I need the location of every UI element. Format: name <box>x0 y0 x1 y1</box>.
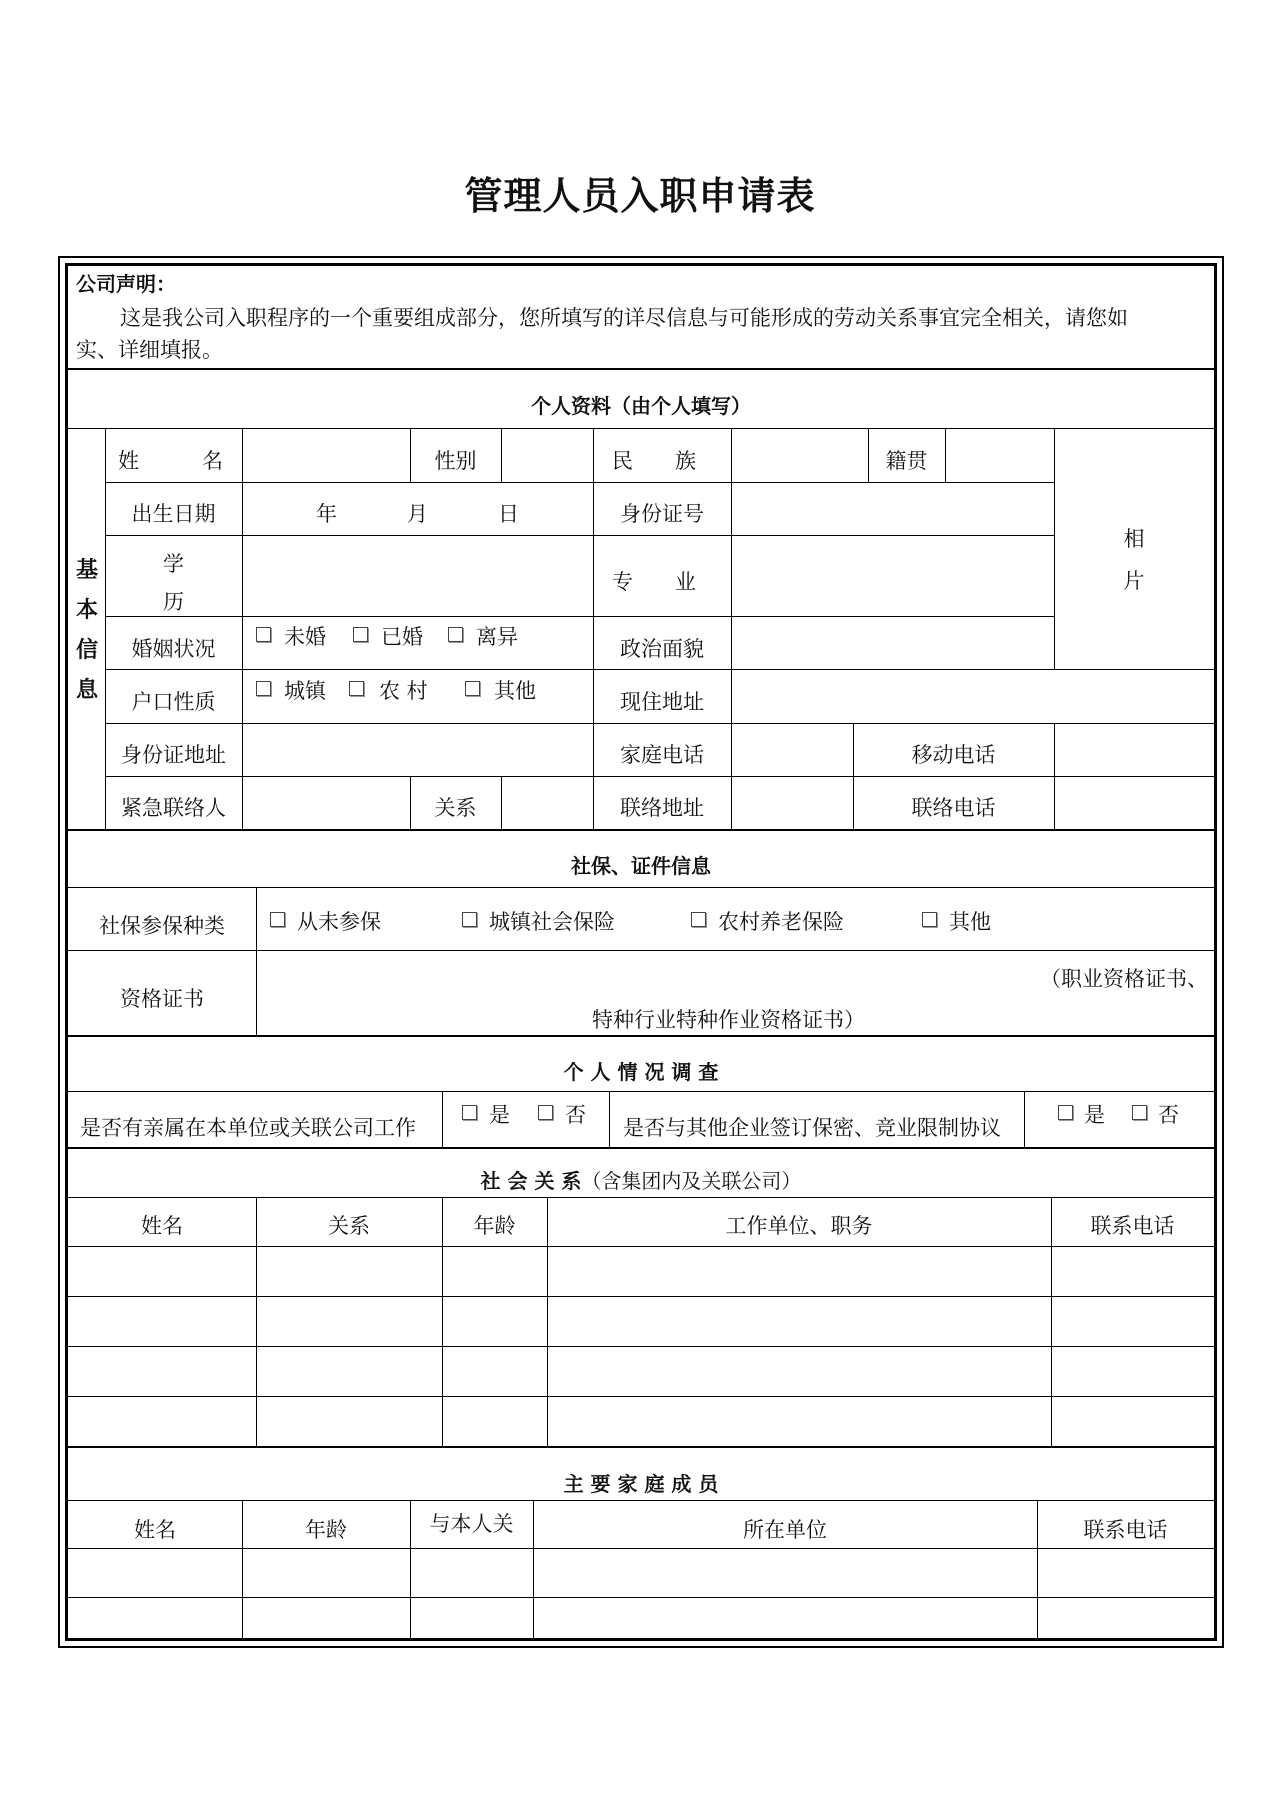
hukou-other-checkbox[interactable] <box>465 681 480 696</box>
relation-label: 关系 <box>434 796 477 820</box>
marital-option-label: 未婚 <box>284 625 326 649</box>
yes-label: 是 <box>489 1103 510 1127</box>
relations-column-header: 工作单位、职务 <box>725 1214 873 1238</box>
basic-info-side-label: 基 本 信 息 <box>75 557 98 703</box>
insurance-option-label: 农村养老保险 <box>718 910 844 934</box>
id-number-label: 身份证号 <box>620 502 704 526</box>
relations-column-header: 联系电话 <box>1090 1214 1175 1238</box>
hukou-rural-checkbox[interactable] <box>349 681 364 696</box>
hukou-option-label: 农 村 <box>379 679 428 703</box>
birth-date-label: 出生日期 <box>131 502 216 526</box>
social-section-header: 社保、证件信息 <box>571 854 711 878</box>
certificate-note-2: 特种行业特种作业资格证书） <box>592 1008 865 1032</box>
hukou-label: 户口性质 <box>131 690 216 714</box>
insurance-other-checkbox[interactable] <box>922 912 937 927</box>
page-title: 管理人员入职申请表 <box>464 173 816 218</box>
family-column-header: 所在单位 <box>743 1518 827 1542</box>
relations-column-header: 关系 <box>328 1214 370 1238</box>
native-place-label: 籍贯 <box>885 449 928 473</box>
insurance-option-label: 从未参保 <box>297 910 381 934</box>
education-label: 学 历 <box>163 552 184 614</box>
insurance-option-label: 城镇社会保险 <box>489 910 615 934</box>
marital-unmarried-checkbox[interactable] <box>256 627 271 642</box>
day-label: 日 <box>498 502 519 526</box>
no-label: 否 <box>565 1103 586 1127</box>
relations-column-header: 姓名 <box>141 1214 183 1238</box>
declaration-label: 公司声明： <box>76 272 176 296</box>
insurance-urban-checkbox[interactable] <box>462 912 477 927</box>
ethnicity-label: 民 族 <box>612 449 696 473</box>
declaration-text-2: 实、详细填报。 <box>76 338 223 362</box>
personal-section-header: 个人资料（由个人填写） <box>531 394 751 418</box>
relatives-no-checkbox[interactable] <box>538 1105 553 1120</box>
relatives-yes-checkbox[interactable] <box>462 1105 477 1120</box>
political-label: 政治面貌 <box>620 637 704 661</box>
family-column-header: 姓名 <box>134 1518 176 1542</box>
insurance-none-checkbox[interactable] <box>270 912 285 927</box>
contact-phone-label: 联络电话 <box>911 796 996 820</box>
id-address-label: 身份证地址 <box>121 743 226 767</box>
relations-section-header: 社 会 关 系（含集团内及关联公司） <box>480 1169 802 1193</box>
relations-column-header: 年龄 <box>473 1214 516 1238</box>
month-label: 月 <box>407 502 428 526</box>
gender-label: 性别 <box>434 449 477 473</box>
contact-address-label: 联络地址 <box>620 796 704 820</box>
family-section-header: 主 要 家 庭 成 员 <box>563 1472 719 1496</box>
hukou-option-label: 城镇 <box>284 679 326 703</box>
emergency-contact-label: 紧急联络人 <box>121 796 226 820</box>
survey-question-nda: 是否与其他企业签订保密、竞业限制协议 <box>623 1116 1001 1140</box>
no-label: 否 <box>1158 1103 1179 1127</box>
declaration-text-1: 这是我公司入职程序的一个重要组成部分，您所填写的详尽信息与可能形成的劳动关系事宜完全相关，请您如 <box>120 306 1128 330</box>
insurance-rural-checkbox[interactable] <box>691 912 706 927</box>
certificate-label: 资格证书 <box>120 987 204 1011</box>
survey-question-relatives: 是否有亲属在本单位或关联公司工作 <box>80 1116 416 1140</box>
insurance-option-label: 其他 <box>949 910 991 934</box>
name-label: 姓 名 <box>118 449 223 473</box>
certificate-note: （职业资格证书、 <box>1040 967 1208 991</box>
photo-area[interactable]: 相 片 <box>1123 527 1145 593</box>
address-label: 现住地址 <box>620 690 704 714</box>
marital-married-checkbox[interactable] <box>353 627 368 642</box>
family-column-header: 年龄 <box>305 1518 347 1542</box>
major-label: 专 业 <box>612 570 696 594</box>
survey-section-header: 个 人 情 况 调 查 <box>563 1060 719 1084</box>
marital-option-label: 离异 <box>476 625 518 649</box>
family-column-header: 联系电话 <box>1083 1518 1168 1542</box>
marital-divorced-checkbox[interactable] <box>448 627 463 642</box>
nda-yes-checkbox[interactable] <box>1058 1105 1073 1120</box>
hukou-option-label: 其他 <box>494 679 536 703</box>
insurance-label: 社保参保种类 <box>99 914 225 938</box>
mobile-label: 移动电话 <box>911 743 996 767</box>
home-phone-label: 家庭电话 <box>620 743 704 767</box>
yes-label: 是 <box>1084 1103 1105 1127</box>
family-column-header: 与本人关 <box>429 1512 514 1536</box>
nda-no-checkbox[interactable] <box>1132 1105 1147 1120</box>
year-label: 年 <box>316 502 337 526</box>
marital-label: 婚姻状况 <box>131 637 216 661</box>
hukou-urban-checkbox[interactable] <box>256 681 271 696</box>
marital-option-label: 已婚 <box>381 625 423 649</box>
